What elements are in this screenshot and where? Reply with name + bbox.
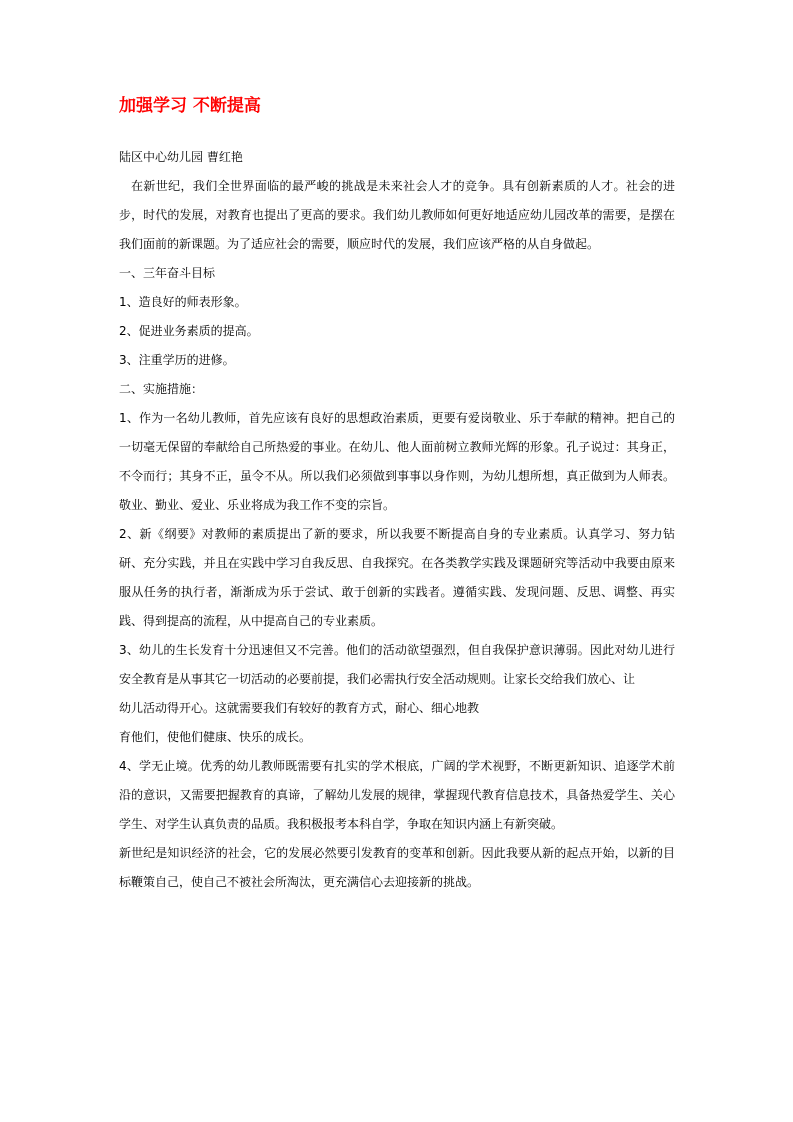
measure-paragraph: 1、作为一名幼儿教师，首先应该有良好的思想政治素质，更要有爱岗敬业、乐于奉献的精神。把自己的一切毫无保留的奉献给自己所热爱的事业。在幼儿、他人面前树立教师光辉的形象。孔子说过：其身正，不令而行；其身不正，虽令不从。所以我们必须做到事事以身作则，为幼儿想所想，真正做到为人师表。敬业、勤业、爱业、乐业将成为我工作不变的宗旨。 bbox=[119, 411, 675, 512]
measure-paragraph: 2、新《纲要》对教师的素质提出了新的要求，所以我要不断提高自身的专业素质。认真学习、努力钻研、充分实践，并且在实践中学习自我反思、自我探究。在各类教学实践及课题研究等活动中我要由原来服从任务的执行者，渐渐成为乐于尝试、敢于创新的实践者。遵循实践、发现问题、反思、调整、再实践、得到提高的流程，从中提高自己的专业素质。 bbox=[119, 527, 675, 628]
measure-paragraph-continuation: 育他们，使他们健康、快乐的成长。 bbox=[119, 730, 312, 744]
goal-item: 3、注重学历的进修。 bbox=[119, 353, 235, 367]
document-title: 加强学习 不断提高 bbox=[119, 96, 261, 116]
measure-paragraph: 3、幼儿的生长发育十分迅速但又不完善。他们的活动欲望强烈，但自我保护意识薄弱。因此对幼儿进行安全教育是从事其它一切活动的必要前提，我们必需执行安全活动规则。让家长交给我们放心、让 bbox=[119, 643, 675, 686]
measure-paragraph: 4、学无止境。优秀的幼儿教师既需要有扎实的学术根底，广阔的学术视野，不断更新知识、追逐学术前沿的意识，又需要把握教育的真谛，了解幼儿发展的规律，掌握现代教育信息技术，具备热爱学生、关心学生、对学生认真负责的品质。我积极报考本科自学，争取在知识内涵上有新突破。 bbox=[119, 759, 675, 831]
intro-paragraph: 在新世纪，我们全世界面临的最严峻的挑战是未来社会人才的竞争。具有创新素质的人才。社会的进步，时代的发展，对教育也提出了更高的要求。我们幼儿教师如何更好地适应幼儿园改革的需要，是摆在我们面前的新课题。为了适应社会的需要，顺应时代的发展，我们应该严格的从自身做起。 bbox=[119, 179, 675, 251]
measure-paragraph-continuation: 幼儿活动得开心。这就需要我们有较好的教育方式，耐心、细心地教 bbox=[119, 701, 480, 715]
section-heading-measures: 二、实施措施： bbox=[119, 382, 204, 396]
author-line: 陆区中心幼儿园 曹红艳 bbox=[119, 150, 243, 164]
section-heading-goals: 一、三年奋斗目标 bbox=[119, 266, 216, 280]
goal-item: 2、促进业务素质的提高。 bbox=[119, 324, 259, 338]
document-page bbox=[119, 94, 675, 897]
closing-paragraph: 新世纪是知识经济的社会，它的发展必然要引发教育的变革和创新。因此我要从新的起点开始，以新的目标鞭策自己，使自己不被社会所淘汰，更充满信心去迎接新的挑战。 bbox=[119, 846, 675, 889]
goal-item: 1、造良好的师表形象。 bbox=[119, 295, 247, 309]
